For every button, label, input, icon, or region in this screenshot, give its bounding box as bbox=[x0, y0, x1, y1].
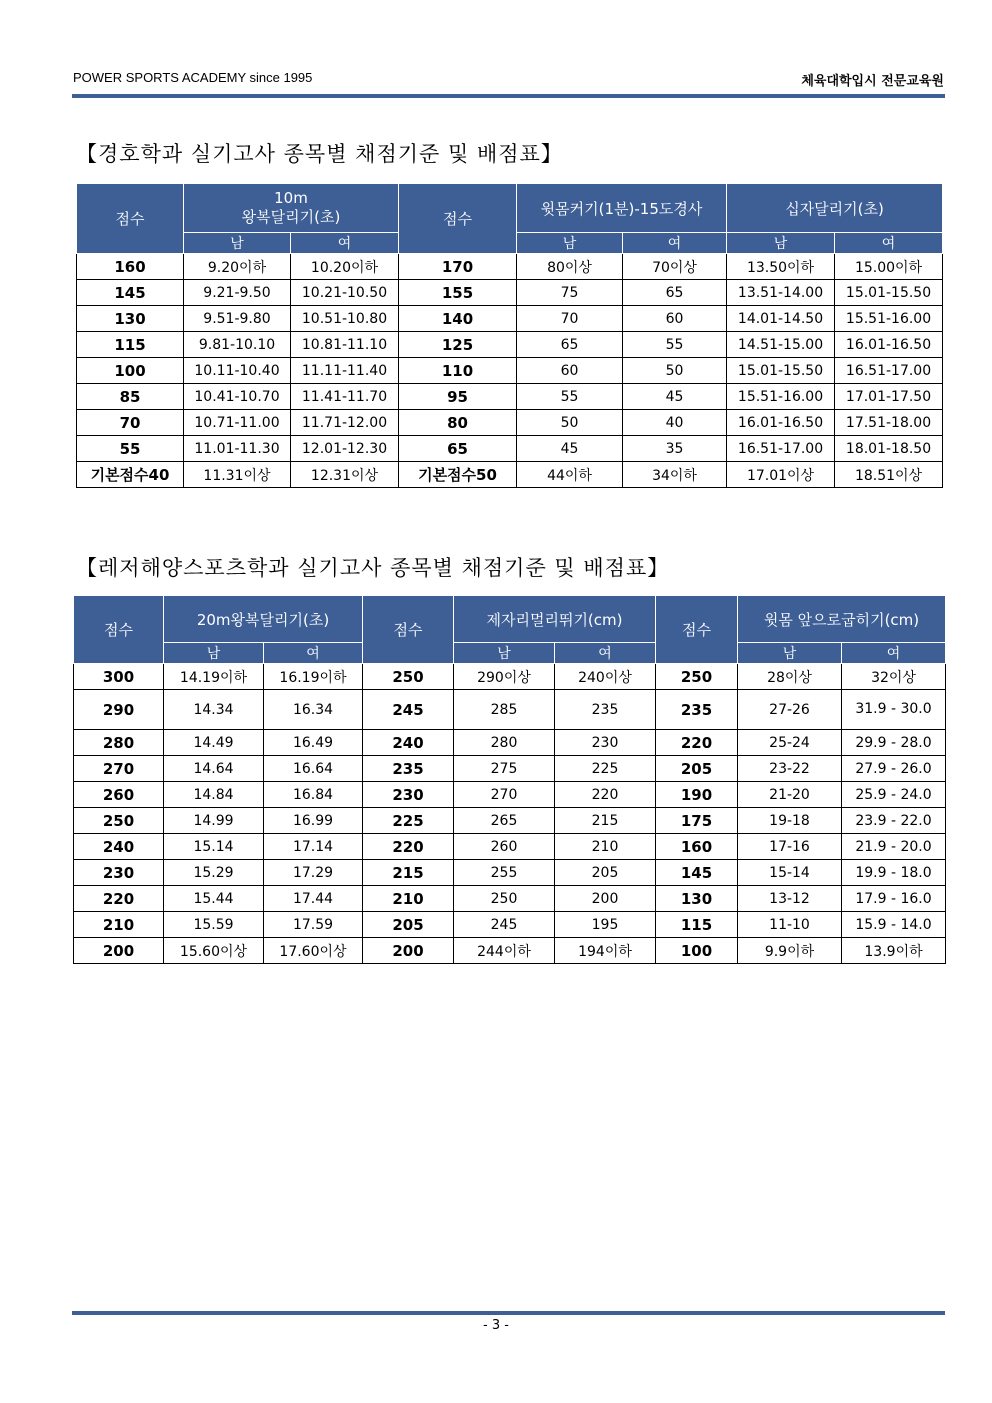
value-cell: 15.01-15.50 bbox=[835, 280, 943, 306]
table-row bbox=[74, 730, 946, 756]
value-cell: 17.59 bbox=[264, 912, 363, 938]
female-header: 여 bbox=[835, 233, 943, 254]
score-cell: 250 bbox=[656, 664, 738, 690]
score-cell: 145 bbox=[77, 280, 184, 306]
table2-title: 【레저해양스포츠학과 실기고사 종목별 채점기준 및 배점표】 bbox=[76, 556, 670, 580]
value-cell: 16.84 bbox=[264, 782, 363, 808]
value-cell: 40 bbox=[623, 410, 727, 436]
male-header: 남 bbox=[164, 643, 264, 664]
value-cell: 17.51-18.00 bbox=[835, 410, 943, 436]
value-cell: 285 bbox=[454, 690, 555, 730]
value-cell: 55 bbox=[623, 332, 727, 358]
value-cell: 205 bbox=[555, 860, 656, 886]
value-cell: 13.9이하 bbox=[842, 938, 946, 964]
value-cell: 15.51-16.00 bbox=[835, 306, 943, 332]
value-cell: 270 bbox=[454, 782, 555, 808]
value-cell: 195 bbox=[555, 912, 656, 938]
value-cell: 235 bbox=[555, 690, 656, 730]
event-10m-shuttle-line1: 10m bbox=[274, 189, 308, 207]
value-cell: 9.9이하 bbox=[738, 938, 842, 964]
value-cell: 35 bbox=[623, 436, 727, 462]
page-number: - 3 - bbox=[483, 1318, 509, 1333]
value-cell: 10.71-11.00 bbox=[184, 410, 291, 436]
value-cell: 28이상 bbox=[738, 664, 842, 690]
score-cell: 145 bbox=[656, 860, 738, 886]
value-cell: 18.51이상 bbox=[835, 462, 943, 488]
table-row bbox=[77, 280, 943, 306]
value-cell: 265 bbox=[454, 808, 555, 834]
table-row bbox=[74, 912, 946, 938]
header-academy-name: POWER SPORTS ACADEMY since 1995 bbox=[73, 70, 313, 85]
value-cell: 15.14 bbox=[164, 834, 264, 860]
male-header: 남 bbox=[727, 233, 835, 254]
score-cell: 100 bbox=[656, 938, 738, 964]
value-cell: 14.99 bbox=[164, 808, 264, 834]
score-cell: 205 bbox=[363, 912, 454, 938]
value-cell: 200 bbox=[555, 886, 656, 912]
value-cell: 16.01-16.50 bbox=[727, 410, 835, 436]
table-row bbox=[77, 462, 943, 488]
header-divider bbox=[72, 94, 945, 98]
value-cell: 15.29 bbox=[164, 860, 264, 886]
leisure-marine-dept-score-table bbox=[73, 595, 946, 964]
value-cell: 17.01이상 bbox=[727, 462, 835, 488]
score-header: 점수 bbox=[656, 596, 738, 664]
score-cell: 130 bbox=[656, 886, 738, 912]
table-row bbox=[74, 834, 946, 860]
value-cell: 10.11-10.40 bbox=[184, 358, 291, 384]
value-cell: 27-26 bbox=[738, 690, 842, 730]
value-cell: 45 bbox=[517, 436, 623, 462]
score-cell: 140 bbox=[399, 306, 517, 332]
score-cell: 110 bbox=[399, 358, 517, 384]
score-header: 점수 bbox=[77, 184, 184, 254]
score-cell: 220 bbox=[363, 834, 454, 860]
value-cell: 244이하 bbox=[454, 938, 555, 964]
value-cell: 9.21-9.50 bbox=[184, 280, 291, 306]
score-cell: 225 bbox=[363, 808, 454, 834]
table-row bbox=[74, 808, 946, 834]
table1-title: 【경호학과 실기고사 종목별 채점기준 및 배점표】 bbox=[76, 142, 563, 166]
value-cell: 25.9 - 24.0 bbox=[842, 782, 946, 808]
value-cell: 13-12 bbox=[738, 886, 842, 912]
table-row bbox=[74, 690, 946, 730]
footer-divider bbox=[72, 1311, 945, 1315]
score-cell: 300 bbox=[74, 664, 164, 690]
score-cell: 175 bbox=[656, 808, 738, 834]
value-cell: 16.49 bbox=[264, 730, 363, 756]
score-cell: 220 bbox=[656, 730, 738, 756]
event-20m-shuttle-header: 20m왕복달리기(초) bbox=[164, 596, 363, 643]
value-cell: 17.60이상 bbox=[264, 938, 363, 964]
score-cell: 55 bbox=[77, 436, 184, 462]
value-cell: 245 bbox=[454, 912, 555, 938]
value-cell: 15.00이하 bbox=[835, 254, 943, 280]
score-header: 점수 bbox=[74, 596, 164, 664]
value-cell: 80이상 bbox=[517, 254, 623, 280]
value-cell: 17.14 bbox=[264, 834, 363, 860]
score-header: 점수 bbox=[363, 596, 454, 664]
score-cell: 기본점수50 bbox=[399, 462, 517, 488]
value-cell: 44이하 bbox=[517, 462, 623, 488]
value-cell: 31.9 - 30.0 bbox=[842, 690, 946, 730]
score-cell: 155 bbox=[399, 280, 517, 306]
table-row bbox=[77, 358, 943, 384]
value-cell: 14.49 bbox=[164, 730, 264, 756]
value-cell: 14.01-14.50 bbox=[727, 306, 835, 332]
table-row bbox=[74, 886, 946, 912]
value-cell: 13.50이하 bbox=[727, 254, 835, 280]
value-cell: 34이하 bbox=[623, 462, 727, 488]
value-cell: 16.51-17.00 bbox=[835, 358, 943, 384]
table-row bbox=[77, 436, 943, 462]
male-header: 남 bbox=[738, 643, 842, 664]
value-cell: 12.31이상 bbox=[291, 462, 399, 488]
male-header: 남 bbox=[184, 233, 291, 254]
value-cell: 255 bbox=[454, 860, 555, 886]
value-cell: 27.9 - 26.0 bbox=[842, 756, 946, 782]
score-cell: 80 bbox=[399, 410, 517, 436]
score-cell: 220 bbox=[74, 886, 164, 912]
table-row bbox=[77, 332, 943, 358]
value-cell: 15.59 bbox=[164, 912, 264, 938]
value-cell: 11-10 bbox=[738, 912, 842, 938]
value-cell: 14.34 bbox=[164, 690, 264, 730]
score-cell: 70 bbox=[77, 410, 184, 436]
score-cell: 160 bbox=[656, 834, 738, 860]
value-cell: 15.9 - 14.0 bbox=[842, 912, 946, 938]
value-cell: 17.44 bbox=[264, 886, 363, 912]
value-cell: 17-16 bbox=[738, 834, 842, 860]
value-cell: 16.64 bbox=[264, 756, 363, 782]
score-cell: 기본점수40 bbox=[77, 462, 184, 488]
value-cell: 10.81-11.10 bbox=[291, 332, 399, 358]
female-header: 여 bbox=[264, 643, 363, 664]
score-cell: 160 bbox=[77, 254, 184, 280]
female-header: 여 bbox=[842, 643, 946, 664]
table-row bbox=[74, 938, 946, 964]
score-cell: 270 bbox=[74, 756, 164, 782]
score-cell: 115 bbox=[656, 912, 738, 938]
table-row bbox=[74, 664, 946, 690]
score-cell: 190 bbox=[656, 782, 738, 808]
value-cell: 16.34 bbox=[264, 690, 363, 730]
value-cell: 14.64 bbox=[164, 756, 264, 782]
table-row bbox=[77, 410, 943, 436]
score-cell: 205 bbox=[656, 756, 738, 782]
score-cell: 210 bbox=[363, 886, 454, 912]
value-cell: 21.9 - 20.0 bbox=[842, 834, 946, 860]
score-cell: 235 bbox=[656, 690, 738, 730]
score-cell: 250 bbox=[74, 808, 164, 834]
value-cell: 45 bbox=[623, 384, 727, 410]
value-cell: 18.01-18.50 bbox=[835, 436, 943, 462]
value-cell: 225 bbox=[555, 756, 656, 782]
event-10m-shuttle-header bbox=[184, 184, 399, 233]
value-cell: 11.41-11.70 bbox=[291, 384, 399, 410]
value-cell: 11.11-11.40 bbox=[291, 358, 399, 384]
event-situp-header: 윗몸커기(1분)-15도경사 bbox=[517, 184, 727, 233]
value-cell: 55 bbox=[517, 384, 623, 410]
value-cell: 10.21-10.50 bbox=[291, 280, 399, 306]
security-dept-score-table bbox=[76, 183, 943, 488]
value-cell: 12.01-12.30 bbox=[291, 436, 399, 462]
value-cell: 9.20이하 bbox=[184, 254, 291, 280]
value-cell: 25-24 bbox=[738, 730, 842, 756]
value-cell: 210 bbox=[555, 834, 656, 860]
score-cell: 240 bbox=[74, 834, 164, 860]
header-tagline: 체육대학입시 전문교육원 bbox=[801, 74, 944, 89]
event-sit-reach-header: 윗몸 앞으로굽히기(cm) bbox=[738, 596, 946, 643]
value-cell: 16.51-17.00 bbox=[727, 436, 835, 462]
value-cell: 10.51-10.80 bbox=[291, 306, 399, 332]
value-cell: 15.01-15.50 bbox=[727, 358, 835, 384]
score-cell: 230 bbox=[74, 860, 164, 886]
event-cross-run-header: 십자달리기(초) bbox=[727, 184, 943, 233]
table-row bbox=[74, 860, 946, 886]
table-row bbox=[77, 384, 943, 410]
value-cell: 65 bbox=[623, 280, 727, 306]
value-cell: 13.51-14.00 bbox=[727, 280, 835, 306]
score-cell: 210 bbox=[74, 912, 164, 938]
score-cell: 85 bbox=[77, 384, 184, 410]
value-cell: 9.81-10.10 bbox=[184, 332, 291, 358]
score-cell: 130 bbox=[77, 306, 184, 332]
value-cell: 11.01-11.30 bbox=[184, 436, 291, 462]
value-cell: 9.51-9.80 bbox=[184, 306, 291, 332]
value-cell: 23.9 - 22.0 bbox=[842, 808, 946, 834]
score-cell: 95 bbox=[399, 384, 517, 410]
score-cell: 250 bbox=[363, 664, 454, 690]
value-cell: 19.9 - 18.0 bbox=[842, 860, 946, 886]
value-cell: 10.41-10.70 bbox=[184, 384, 291, 410]
female-header: 여 bbox=[623, 233, 727, 254]
value-cell: 10.20이하 bbox=[291, 254, 399, 280]
value-cell: 11.71-12.00 bbox=[291, 410, 399, 436]
value-cell: 240이상 bbox=[555, 664, 656, 690]
value-cell: 15.51-16.00 bbox=[727, 384, 835, 410]
value-cell: 21-20 bbox=[738, 782, 842, 808]
event-10m-shuttle-line2: 왕복달리기(초) bbox=[241, 208, 341, 226]
value-cell: 15.60이상 bbox=[164, 938, 264, 964]
value-cell: 290이상 bbox=[454, 664, 555, 690]
score-cell: 65 bbox=[399, 436, 517, 462]
value-cell: 16.99 bbox=[264, 808, 363, 834]
value-cell: 19-18 bbox=[738, 808, 842, 834]
male-header: 남 bbox=[517, 233, 623, 254]
female-header: 여 bbox=[555, 643, 656, 664]
value-cell: 14.84 bbox=[164, 782, 264, 808]
value-cell: 17.29 bbox=[264, 860, 363, 886]
score-cell: 230 bbox=[363, 782, 454, 808]
table-row bbox=[77, 306, 943, 332]
score-cell: 235 bbox=[363, 756, 454, 782]
value-cell: 250 bbox=[454, 886, 555, 912]
score-cell: 280 bbox=[74, 730, 164, 756]
score-header: 점수 bbox=[399, 184, 517, 254]
score-cell: 215 bbox=[363, 860, 454, 886]
value-cell: 16.19이하 bbox=[264, 664, 363, 690]
value-cell: 11.31이상 bbox=[184, 462, 291, 488]
value-cell: 194이하 bbox=[555, 938, 656, 964]
value-cell: 60 bbox=[517, 358, 623, 384]
value-cell: 260 bbox=[454, 834, 555, 860]
score-cell: 115 bbox=[77, 332, 184, 358]
score-cell: 100 bbox=[77, 358, 184, 384]
score-cell: 125 bbox=[399, 332, 517, 358]
value-cell: 50 bbox=[623, 358, 727, 384]
score-cell: 170 bbox=[399, 254, 517, 280]
table-row bbox=[74, 756, 946, 782]
value-cell: 16.01-16.50 bbox=[835, 332, 943, 358]
value-cell: 75 bbox=[517, 280, 623, 306]
value-cell: 220 bbox=[555, 782, 656, 808]
table-row bbox=[77, 254, 943, 280]
male-header: 남 bbox=[454, 643, 555, 664]
value-cell: 23-22 bbox=[738, 756, 842, 782]
score-cell: 200 bbox=[74, 938, 164, 964]
value-cell: 50 bbox=[517, 410, 623, 436]
score-cell: 200 bbox=[363, 938, 454, 964]
value-cell: 280 bbox=[454, 730, 555, 756]
value-cell: 17.01-17.50 bbox=[835, 384, 943, 410]
event-standing-jump-header: 제자리멀리뛰기(cm) bbox=[454, 596, 656, 643]
score-cell: 245 bbox=[363, 690, 454, 730]
female-header: 여 bbox=[291, 233, 399, 254]
score-cell: 290 bbox=[74, 690, 164, 730]
value-cell: 32이상 bbox=[842, 664, 946, 690]
value-cell: 65 bbox=[517, 332, 623, 358]
value-cell: 275 bbox=[454, 756, 555, 782]
value-cell: 15-14 bbox=[738, 860, 842, 886]
value-cell: 215 bbox=[555, 808, 656, 834]
value-cell: 70 bbox=[517, 306, 623, 332]
value-cell: 60 bbox=[623, 306, 727, 332]
value-cell: 230 bbox=[555, 730, 656, 756]
score-cell: 260 bbox=[74, 782, 164, 808]
table-row bbox=[74, 782, 946, 808]
value-cell: 14.51-15.00 bbox=[727, 332, 835, 358]
value-cell: 17.9 - 16.0 bbox=[842, 886, 946, 912]
score-cell: 240 bbox=[363, 730, 454, 756]
value-cell: 29.9 - 28.0 bbox=[842, 730, 946, 756]
value-cell: 70이상 bbox=[623, 254, 727, 280]
value-cell: 15.44 bbox=[164, 886, 264, 912]
value-cell: 14.19이하 bbox=[164, 664, 264, 690]
